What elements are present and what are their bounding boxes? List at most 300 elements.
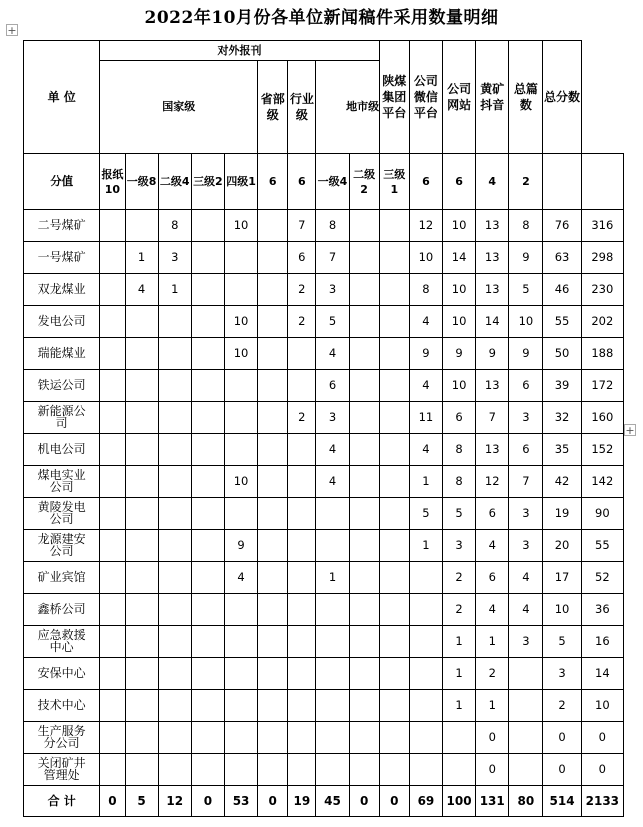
- total-score-score: [581, 154, 623, 210]
- score-cell: 一级4: [316, 154, 349, 210]
- count-cell: [224, 370, 257, 402]
- count-cell: 17: [543, 562, 581, 594]
- count-cell: 9: [476, 338, 509, 370]
- count-cell: [379, 370, 409, 402]
- count-cell: [349, 498, 379, 530]
- count-cell: 90: [581, 498, 623, 530]
- count-cell: [288, 754, 316, 786]
- count-cell: 298: [581, 242, 623, 274]
- count-cell: [158, 530, 191, 562]
- score-cell: 6: [443, 154, 476, 210]
- unit-name: 二号煤矿: [37, 218, 86, 232]
- unit-name: 发电公司: [37, 314, 86, 328]
- count-cell: [100, 274, 125, 306]
- count-cell: [100, 434, 125, 466]
- table-row: [24, 338, 624, 370]
- count-cell: [100, 210, 125, 242]
- count-cell: [288, 530, 316, 562]
- news-count-table: [23, 40, 624, 817]
- total-cell: 69: [409, 786, 442, 817]
- count-cell: 1: [125, 242, 158, 274]
- count-cell: 3: [543, 658, 581, 690]
- count-cell: 3: [443, 530, 476, 562]
- count-cell: 7: [509, 466, 543, 498]
- total-cell: 0: [379, 786, 409, 817]
- count-cell: [100, 306, 125, 338]
- count-cell: 0: [543, 722, 581, 754]
- unit-name-cell: [24, 402, 100, 434]
- count-cell: [258, 754, 288, 786]
- total-cell: 19: [288, 786, 316, 817]
- count-cell: 9: [509, 338, 543, 370]
- count-cell: [258, 210, 288, 242]
- score-cell: 6: [288, 154, 316, 210]
- count-cell: [258, 434, 288, 466]
- count-cell: 8: [316, 210, 349, 242]
- count-cell: [349, 370, 379, 402]
- count-cell: [258, 242, 288, 274]
- unit-name-cell: [24, 722, 100, 754]
- count-cell: 10: [224, 210, 257, 242]
- count-cell: [158, 434, 191, 466]
- total-cell: 131: [476, 786, 509, 817]
- count-cell: [158, 402, 191, 434]
- count-cell: [158, 754, 191, 786]
- count-cell: [100, 754, 125, 786]
- count-cell: [379, 594, 409, 626]
- count-cell: 4: [409, 434, 442, 466]
- count-cell: 9: [509, 242, 543, 274]
- total-cell: 2133: [581, 786, 623, 817]
- count-cell: 3: [509, 402, 543, 434]
- unit-name: 应急救援中心: [37, 628, 86, 654]
- score-row-label: 分值: [24, 154, 100, 210]
- count-cell: [258, 402, 288, 434]
- douyin-header: 黄矿抖音: [476, 41, 509, 154]
- count-cell: [224, 242, 257, 274]
- count-cell: 6: [443, 402, 476, 434]
- count-cell: 10: [224, 466, 257, 498]
- count-cell: [379, 498, 409, 530]
- count-cell: [191, 722, 224, 754]
- count-cell: [349, 466, 379, 498]
- count-cell: [316, 498, 349, 530]
- count-cell: 10: [443, 274, 476, 306]
- count-cell: 14: [443, 242, 476, 274]
- count-cell: 4: [476, 594, 509, 626]
- total-cell: 53: [224, 786, 257, 817]
- count-cell: [191, 690, 224, 722]
- unit-name-cell: [24, 306, 100, 338]
- count-cell: 4: [509, 594, 543, 626]
- count-cell: [316, 690, 349, 722]
- total-cell: 514: [543, 786, 581, 817]
- count-cell: [224, 754, 257, 786]
- count-cell: [288, 434, 316, 466]
- count-cell: 8: [509, 210, 543, 242]
- count-cell: [258, 498, 288, 530]
- count-cell: [191, 498, 224, 530]
- count-cell: [191, 530, 224, 562]
- count-cell: 35: [543, 434, 581, 466]
- provincial-header: 省部级: [258, 61, 288, 154]
- table-row: [24, 402, 624, 434]
- count-cell: [100, 498, 125, 530]
- count-cell: [258, 338, 288, 370]
- total-cell: 0: [258, 786, 288, 817]
- count-cell: 2: [476, 658, 509, 690]
- count-cell: [409, 722, 442, 754]
- wechat-platform-header: 公司微信平台: [409, 41, 442, 154]
- total-count-header: 总篇数: [509, 41, 543, 154]
- shaanmei-platform-header: 陕煤集团平台: [379, 41, 409, 154]
- count-cell: 4: [476, 530, 509, 562]
- count-cell: [191, 242, 224, 274]
- count-cell: 2: [443, 562, 476, 594]
- score-cell: 一级8: [125, 154, 158, 210]
- count-cell: [379, 402, 409, 434]
- count-cell: [125, 690, 158, 722]
- count-cell: 4: [125, 274, 158, 306]
- national-header: 国家级: [100, 61, 258, 154]
- count-cell: [191, 210, 224, 242]
- count-cell: 3: [509, 498, 543, 530]
- count-cell: 6: [476, 562, 509, 594]
- count-cell: [379, 338, 409, 370]
- unit-name-cell: [24, 626, 100, 658]
- count-cell: [224, 658, 257, 690]
- count-cell: [100, 722, 125, 754]
- count-cell: [349, 626, 379, 658]
- count-cell: 4: [316, 466, 349, 498]
- count-cell: [349, 210, 379, 242]
- unit-name-cell: [24, 594, 100, 626]
- count-cell: [158, 338, 191, 370]
- count-cell: 8: [409, 274, 442, 306]
- table-row: [24, 754, 624, 786]
- count-cell: [100, 562, 125, 594]
- count-cell: [316, 754, 349, 786]
- count-cell: [158, 626, 191, 658]
- score-cell: 6: [409, 154, 442, 210]
- count-cell: 3: [509, 626, 543, 658]
- count-cell: 2: [543, 690, 581, 722]
- count-cell: 1: [443, 658, 476, 690]
- count-cell: [349, 306, 379, 338]
- count-cell: 5: [316, 306, 349, 338]
- count-cell: 2: [288, 306, 316, 338]
- count-cell: [191, 562, 224, 594]
- unit-name: 一号煤矿: [37, 250, 86, 264]
- count-cell: 55: [581, 530, 623, 562]
- count-cell: 13: [476, 434, 509, 466]
- count-cell: [349, 530, 379, 562]
- count-cell: [288, 690, 316, 722]
- count-cell: [349, 242, 379, 274]
- count-cell: 14: [476, 306, 509, 338]
- count-cell: 63: [543, 242, 581, 274]
- count-cell: 10: [443, 210, 476, 242]
- count-cell: 10: [543, 594, 581, 626]
- count-cell: [158, 306, 191, 338]
- count-cell: [349, 594, 379, 626]
- external-header: 对外报刊: [100, 41, 379, 61]
- website-header: 公司网站: [443, 41, 476, 154]
- count-cell: [409, 626, 442, 658]
- count-cell: [379, 530, 409, 562]
- count-cell: [379, 210, 409, 242]
- count-cell: [100, 690, 125, 722]
- count-cell: [191, 594, 224, 626]
- count-cell: [379, 562, 409, 594]
- count-cell: [224, 722, 257, 754]
- count-cell: [258, 690, 288, 722]
- count-cell: [100, 466, 125, 498]
- count-cell: [125, 658, 158, 690]
- count-cell: 10: [224, 338, 257, 370]
- unit-name-cell: [24, 242, 100, 274]
- count-cell: 8: [443, 434, 476, 466]
- count-cell: [379, 242, 409, 274]
- score-cell: 4: [476, 154, 509, 210]
- count-cell: [379, 466, 409, 498]
- count-cell: 10: [443, 306, 476, 338]
- total-count-score: [543, 154, 581, 210]
- score-cell: 三级1: [379, 154, 409, 210]
- totals-row: [24, 786, 624, 817]
- count-cell: [100, 370, 125, 402]
- count-cell: 9: [443, 338, 476, 370]
- table-row: [24, 690, 624, 722]
- count-cell: [258, 722, 288, 754]
- count-cell: 19: [543, 498, 581, 530]
- unit-name-cell: [24, 754, 100, 786]
- count-cell: 4: [316, 434, 349, 466]
- count-cell: [349, 722, 379, 754]
- count-cell: 7: [316, 242, 349, 274]
- count-cell: [349, 562, 379, 594]
- count-cell: [509, 722, 543, 754]
- count-cell: 12: [409, 210, 442, 242]
- count-cell: [409, 562, 442, 594]
- count-cell: [316, 722, 349, 754]
- count-cell: 6: [316, 370, 349, 402]
- count-cell: 76: [543, 210, 581, 242]
- table-row: [24, 658, 624, 690]
- table-row: [24, 722, 624, 754]
- count-cell: 14: [581, 658, 623, 690]
- count-cell: 52: [581, 562, 623, 594]
- total-cell: 5: [125, 786, 158, 817]
- count-cell: [509, 754, 543, 786]
- count-cell: 188: [581, 338, 623, 370]
- score-cell: 报纸10: [100, 154, 125, 210]
- count-cell: 42: [543, 466, 581, 498]
- count-cell: [349, 690, 379, 722]
- count-cell: [100, 242, 125, 274]
- count-cell: [316, 594, 349, 626]
- count-cell: [288, 658, 316, 690]
- count-cell: 5: [443, 498, 476, 530]
- count-cell: [125, 434, 158, 466]
- unit-name: 铁运公司: [37, 378, 86, 392]
- count-cell: [258, 562, 288, 594]
- count-cell: [258, 306, 288, 338]
- count-cell: [379, 626, 409, 658]
- count-cell: [288, 562, 316, 594]
- count-cell: 7: [288, 210, 316, 242]
- count-cell: 13: [476, 242, 509, 274]
- count-cell: 0: [543, 754, 581, 786]
- count-cell: [349, 274, 379, 306]
- unit-name-cell: [24, 370, 100, 402]
- count-cell: [349, 658, 379, 690]
- count-cell: 4: [224, 562, 257, 594]
- count-cell: 1: [443, 626, 476, 658]
- total-cell: 12: [158, 786, 191, 817]
- total-cell: 0: [191, 786, 224, 817]
- count-cell: [379, 754, 409, 786]
- table-row: [24, 434, 624, 466]
- count-cell: [409, 690, 442, 722]
- count-cell: 230: [581, 274, 623, 306]
- unit-name-cell: [24, 434, 100, 466]
- table-row: [24, 466, 624, 498]
- count-cell: 50: [543, 338, 581, 370]
- count-cell: [191, 466, 224, 498]
- count-cell: 3: [158, 242, 191, 274]
- count-cell: 3: [316, 402, 349, 434]
- count-cell: [258, 626, 288, 658]
- score-cell: 二级2: [349, 154, 379, 210]
- count-cell: [100, 338, 125, 370]
- count-cell: 10: [409, 242, 442, 274]
- count-cell: [158, 370, 191, 402]
- table-row: [24, 626, 624, 658]
- count-cell: 10: [509, 306, 543, 338]
- count-cell: [191, 274, 224, 306]
- count-cell: [224, 626, 257, 658]
- table-row: [24, 242, 624, 274]
- count-cell: 36: [581, 594, 623, 626]
- count-cell: [258, 594, 288, 626]
- count-cell: 11: [409, 402, 442, 434]
- add-column-handle-icon[interactable]: +: [625, 424, 635, 437]
- total-cell: 100: [443, 786, 476, 817]
- count-cell: 1: [476, 626, 509, 658]
- count-cell: 13: [476, 210, 509, 242]
- count-cell: 3: [316, 274, 349, 306]
- page-title: 2022年10月份各单位新闻稿件采用数量明细: [144, 8, 499, 28]
- count-cell: 3: [509, 530, 543, 562]
- count-cell: [288, 722, 316, 754]
- unit-name: 新能源公司: [37, 404, 86, 430]
- count-cell: [125, 626, 158, 658]
- count-cell: [191, 306, 224, 338]
- unit-name-cell: [24, 562, 100, 594]
- count-cell: 4: [409, 370, 442, 402]
- count-cell: [443, 754, 476, 786]
- count-cell: 6: [288, 242, 316, 274]
- count-cell: [100, 658, 125, 690]
- count-cell: [224, 690, 257, 722]
- table-row: [24, 306, 624, 338]
- count-cell: [125, 210, 158, 242]
- unit-name-cell: [24, 690, 100, 722]
- count-cell: 5: [509, 274, 543, 306]
- unit-name-cell: [24, 466, 100, 498]
- count-cell: [288, 370, 316, 402]
- count-cell: 4: [409, 306, 442, 338]
- count-cell: [191, 402, 224, 434]
- count-cell: [158, 594, 191, 626]
- count-cell: 142: [581, 466, 623, 498]
- count-cell: 0: [476, 722, 509, 754]
- count-cell: 1: [476, 690, 509, 722]
- count-cell: 6: [509, 370, 543, 402]
- count-cell: [100, 626, 125, 658]
- count-cell: [288, 594, 316, 626]
- count-cell: [100, 530, 125, 562]
- count-cell: [258, 530, 288, 562]
- count-cell: 4: [316, 338, 349, 370]
- count-cell: 172: [581, 370, 623, 402]
- city-header: 地市级: [316, 61, 409, 154]
- count-cell: [158, 658, 191, 690]
- count-cell: 2: [443, 594, 476, 626]
- count-cell: [288, 626, 316, 658]
- unit-name: 煤电实业公司: [37, 468, 86, 494]
- count-cell: [158, 722, 191, 754]
- count-cell: 13: [476, 370, 509, 402]
- count-cell: [288, 338, 316, 370]
- unit-name: 黄陵发电公司: [37, 500, 86, 526]
- count-cell: 39: [543, 370, 581, 402]
- unit-name: 生产服务分公司: [37, 724, 86, 750]
- unit-name-cell: [24, 338, 100, 370]
- table-move-handle-icon[interactable]: +: [7, 24, 17, 37]
- unit-name: 关闭矿井管理处: [37, 756, 86, 782]
- unit-name: 安保中心: [37, 666, 86, 680]
- unit-name-cell: [24, 274, 100, 306]
- total-cell: 45: [316, 786, 349, 817]
- count-cell: [100, 402, 125, 434]
- count-cell: [316, 658, 349, 690]
- total-cell: 80: [509, 786, 543, 817]
- count-cell: 6: [509, 434, 543, 466]
- count-cell: [349, 434, 379, 466]
- count-cell: [349, 338, 379, 370]
- count-cell: [125, 402, 158, 434]
- totals-label: 合 计: [24, 786, 100, 817]
- count-cell: [258, 274, 288, 306]
- count-cell: 20: [543, 530, 581, 562]
- count-cell: [191, 338, 224, 370]
- count-cell: [224, 594, 257, 626]
- count-cell: 1: [409, 530, 442, 562]
- count-cell: [125, 562, 158, 594]
- count-cell: 1: [158, 274, 191, 306]
- unit-name: 鑫桥公司: [37, 602, 86, 616]
- count-cell: [316, 626, 349, 658]
- count-cell: 55: [543, 306, 581, 338]
- score-cell: 四级1: [224, 154, 257, 210]
- count-cell: 0: [581, 754, 623, 786]
- count-cell: [158, 466, 191, 498]
- count-cell: [125, 594, 158, 626]
- count-cell: [258, 466, 288, 498]
- count-cell: [100, 594, 125, 626]
